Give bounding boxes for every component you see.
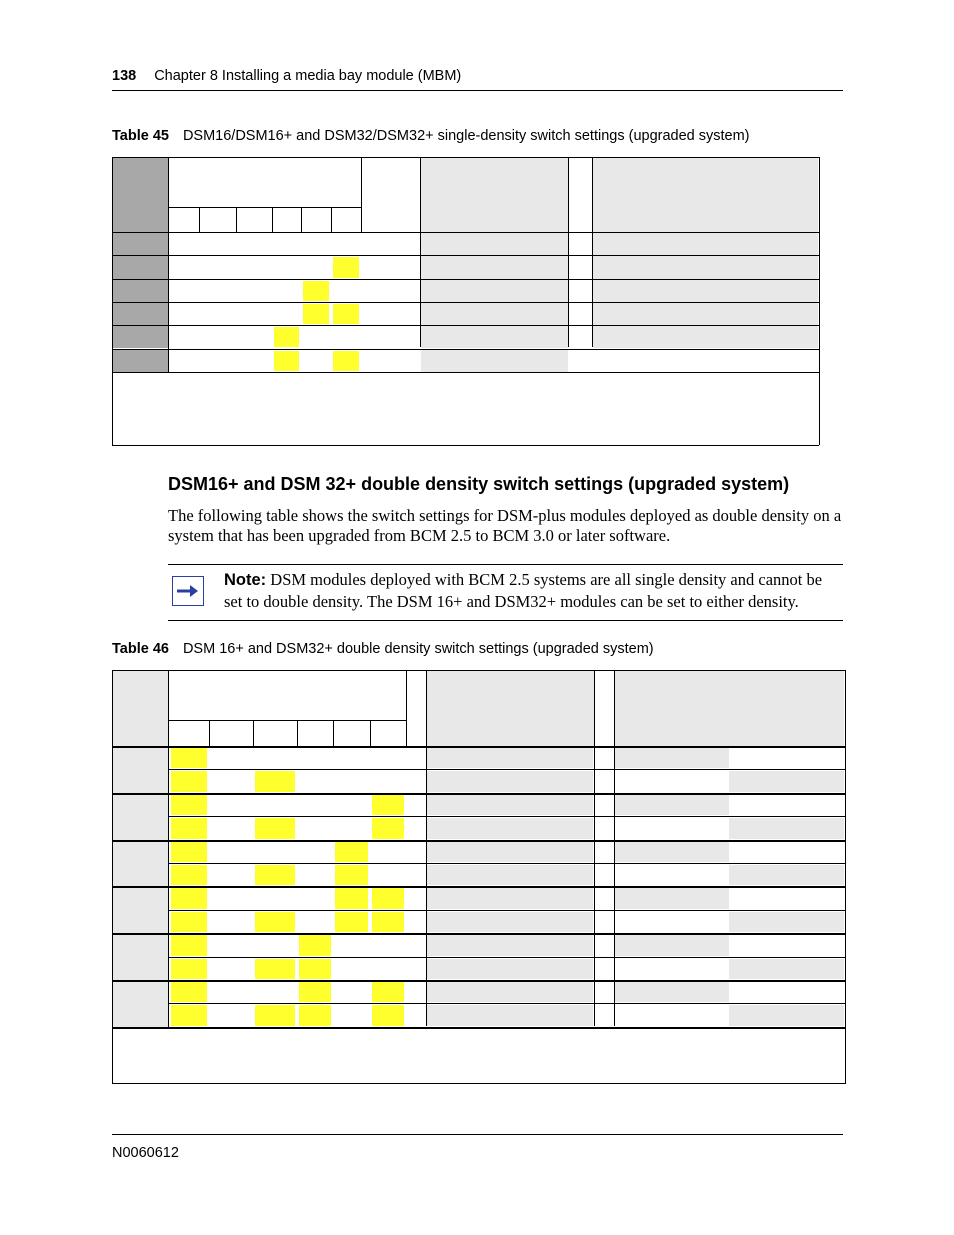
table-rule [361, 157, 362, 232]
table-rule [168, 957, 845, 958]
switch-setting-cell [331, 281, 361, 301]
table46-caption-text: DSM 16+ and DSM32+ double density switch settings (upgraded system) [182, 641, 654, 657]
ds30-cell [593, 350, 818, 372]
ab-marker [407, 911, 426, 933]
table-rule [272, 207, 273, 232]
switch-setting-cell [253, 795, 297, 815]
switch-setting-cell [297, 771, 333, 791]
switch-setting-cell [372, 1005, 404, 1025]
ab-marker [595, 958, 614, 980]
switch-setting-cell [255, 912, 295, 932]
table45-header-gray [113, 158, 169, 232]
ds30-b-cell [729, 959, 844, 979]
table45-header-range [420, 158, 568, 232]
table46-header-gray [113, 671, 169, 746]
ds30-a-cell [615, 771, 729, 791]
extension-range-cell [421, 350, 568, 372]
table-rule [331, 207, 332, 232]
switch-setting-cell [209, 865, 253, 885]
ab-marker [407, 747, 426, 769]
switch-setting-cell [297, 912, 333, 932]
row-label-gray [113, 233, 168, 255]
table-rule [199, 207, 200, 232]
row-group-label [113, 842, 168, 887]
extension-range-cell [421, 233, 568, 255]
table-rule [112, 1083, 845, 1084]
switch-setting-cell [372, 912, 404, 932]
switch-setting-cell [169, 351, 199, 371]
extension-range-cell [427, 818, 593, 838]
ab-marker [595, 817, 614, 839]
switch-setting-cell [303, 281, 329, 301]
switch-setting-cell [333, 935, 370, 955]
ab-marker [407, 770, 426, 792]
ds30-a-cell [615, 842, 729, 862]
row-group-label [113, 935, 168, 980]
switch-setting-cell [209, 795, 253, 815]
switch-setting-cell [253, 888, 297, 908]
extension-range-cell [427, 1005, 593, 1025]
switch-setting-cell [209, 771, 253, 791]
table-rule [819, 157, 820, 445]
ds30-a-cell [615, 959, 729, 979]
switch-setting-cell [301, 327, 331, 347]
switch-setting-cell [335, 888, 368, 908]
switch-setting-cell [333, 795, 370, 815]
switch-setting-cell [199, 327, 236, 347]
table46-header-ds30 [614, 671, 844, 746]
table-rule [168, 863, 845, 864]
note-bottom-rule [168, 620, 843, 621]
page-header [112, 68, 461, 84]
switch-setting-cell [255, 1005, 295, 1025]
switch-setting-cell [299, 982, 331, 1002]
table46-footnote [117, 1026, 842, 1060]
table-rule [168, 207, 361, 208]
ds30-a-cell [615, 865, 729, 885]
switch-setting-cell [335, 912, 368, 932]
ab-marker [407, 841, 426, 863]
table-rule [112, 445, 819, 446]
table-rule [168, 232, 169, 372]
ab-marker [595, 770, 614, 792]
table46-caption [112, 641, 654, 657]
table-rule [168, 910, 845, 911]
extension-range-cell [421, 326, 568, 348]
switch-setting-cell [297, 795, 333, 815]
row-label-gray [113, 280, 168, 302]
switch-setting-cell [169, 304, 199, 324]
switch-setting-cell [236, 257, 272, 277]
switch-setting-cell [171, 795, 207, 815]
note-text [224, 569, 844, 612]
switch-setting-cell [301, 257, 331, 277]
switch-setting-cell [171, 982, 207, 1002]
table-rule [168, 670, 169, 746]
table-rule [168, 769, 845, 770]
note-label: Note: [224, 571, 267, 589]
table45-caption [112, 128, 750, 144]
switch-setting-cell [274, 351, 299, 371]
ds30-b-cell [729, 842, 844, 862]
switch-setting-cell [297, 842, 333, 862]
switch-setting-cell [333, 771, 370, 791]
switch-setting-cell [255, 771, 295, 791]
ab-marker [595, 934, 614, 956]
switch-setting-cell [299, 935, 331, 955]
switch-setting-cell [255, 818, 295, 838]
switch-setting-cell [171, 842, 207, 862]
table-rule [370, 720, 371, 746]
switch-setting-cell [333, 748, 370, 768]
extension-range-cell [421, 256, 568, 278]
switch-setting-cell [372, 888, 404, 908]
ds30-b-cell [729, 888, 844, 908]
ds30-b-cell [729, 771, 844, 791]
switch-setting-cell [209, 959, 253, 979]
switch-setting-cell [171, 818, 207, 838]
ds30-b-cell [729, 795, 844, 815]
extension-range-cell [427, 865, 593, 885]
switch-setting-cell [331, 234, 361, 254]
ds30-a-cell [615, 888, 729, 908]
ds30-a-cell [615, 748, 729, 768]
switch-setting-cell [171, 865, 207, 885]
switch-setting-cell [253, 842, 297, 862]
switch-setting-cell [370, 865, 406, 885]
switch-setting-cell [253, 935, 297, 955]
extension-range-cell [427, 888, 593, 908]
section-paragraph: The following table shows the switch settings for DSM-plus modules deployed as double density on a system that has been upgraded from BCM 2.5 to BCM 3.0 or later software. [168, 506, 842, 545]
switch-setting-cell [297, 818, 333, 838]
switch-setting-cell [370, 771, 406, 791]
row-label-gray [113, 256, 168, 278]
switch-setting-cell [297, 865, 333, 885]
ab-marker [595, 887, 614, 909]
switch-setting-cell [272, 257, 301, 277]
ab-marker [407, 887, 426, 909]
ab-marker [407, 817, 426, 839]
switch-setting-cell [171, 748, 207, 768]
switch-setting-cell [255, 959, 295, 979]
note-body: DSM modules deployed with BCM 2.5 systems are all single density and cannot be set to double density. The DSM 16+ and DSM32+ modules can be set to either density. [224, 570, 823, 611]
switch-setting-cell [236, 327, 272, 347]
switch-setting-cell [199, 304, 236, 324]
switch-setting-cell [209, 842, 253, 862]
table45-footnote [117, 409, 816, 443]
switch-setting-cell [209, 1005, 253, 1025]
ab-marker [407, 794, 426, 816]
table-rule [568, 157, 569, 347]
table45-footnote [117, 373, 816, 407]
extension-range-cell [427, 842, 593, 862]
extension-range-cell [427, 935, 593, 955]
ds30-b-cell [729, 935, 844, 955]
switch-setting-cell [169, 234, 199, 254]
switch-setting-cell [253, 748, 297, 768]
table46-label: Table 46 [112, 641, 169, 657]
extension-range-cell [427, 748, 593, 768]
ab-marker [407, 864, 426, 886]
extension-range-cell [427, 982, 593, 1002]
table-rule [333, 720, 334, 746]
ab-marker [407, 1004, 426, 1026]
row-label-gray [113, 303, 168, 325]
switch-setting-cell [199, 234, 236, 254]
section-heading: DSM16+ and DSM 32+ double density switch settings (upgraded system) [168, 474, 790, 494]
switch-setting-cell [253, 982, 297, 1002]
ab-marker [595, 981, 614, 1003]
ab-marker [595, 1004, 614, 1026]
switch-setting-cell [171, 935, 207, 955]
switch-setting-cell [171, 1005, 207, 1025]
ab-marker [595, 864, 614, 886]
footer-rule [112, 1134, 843, 1135]
ds30-cell [593, 303, 818, 325]
ds30-a-cell [615, 1005, 729, 1025]
ds30-b-cell [729, 865, 844, 885]
switch-setting-cell [372, 795, 404, 815]
ds30-a-cell [615, 912, 729, 932]
switch-setting-cell [333, 818, 370, 838]
row-group-label [113, 982, 168, 1027]
arrow-right-icon [172, 576, 204, 606]
chapter-title: Chapter 8 Installing a media bay module (MBM) [154, 68, 462, 84]
switch-setting-cell [169, 327, 199, 347]
switch-setting-cell [272, 304, 301, 324]
table-rule [406, 670, 407, 746]
ds30-b-cell [729, 818, 844, 838]
extension-range-cell [427, 959, 593, 979]
row-group-label [113, 888, 168, 933]
ds30-b-cell [729, 982, 844, 1002]
switch-setting-cell [335, 842, 368, 862]
switch-setting-cell [209, 982, 253, 1002]
switch-setting-cell [370, 748, 406, 768]
switch-setting-cell [335, 865, 368, 885]
switch-setting-cell [274, 327, 299, 347]
table45-label: Table 45 [112, 128, 169, 144]
switch-setting-cell [333, 982, 370, 1002]
switch-setting-cell [272, 281, 301, 301]
switch-setting-cell [372, 818, 404, 838]
ds30-b-cell [729, 1005, 844, 1025]
ab-marker [407, 934, 426, 956]
row-group-label [113, 795, 168, 840]
switch-setting-cell [171, 959, 207, 979]
ds30-a-cell [615, 795, 729, 815]
table-rule [301, 207, 302, 232]
extension-range-cell [427, 912, 593, 932]
ab-marker [595, 911, 614, 933]
switch-setting-cell [209, 748, 253, 768]
switch-setting-cell [209, 912, 253, 932]
switch-setting-cell [370, 959, 406, 979]
ds30-a-cell [615, 818, 729, 838]
switch-setting-cell [370, 935, 406, 955]
switch-setting-cell [301, 351, 331, 371]
switch-setting-cell [171, 888, 207, 908]
table-rule [168, 816, 845, 817]
switch-setting-cell [333, 1005, 370, 1025]
row-label-gray [113, 350, 168, 372]
switch-setting-cell [209, 818, 253, 838]
switch-setting-cell [199, 257, 236, 277]
switch-setting-cell [333, 351, 359, 371]
note-top-rule [168, 564, 843, 565]
table-rule [297, 720, 298, 746]
switch-setting-cell [171, 912, 207, 932]
switch-setting-cell [297, 748, 333, 768]
table-rule [253, 720, 254, 746]
ds30-b-cell [729, 912, 844, 932]
switch-setting-cell [236, 281, 272, 301]
row-group-label [113, 748, 168, 793]
table-rule [236, 207, 237, 232]
ab-marker [595, 841, 614, 863]
ds30-a-cell [615, 982, 729, 1002]
table-rule [209, 720, 210, 746]
ab-marker [407, 958, 426, 980]
ds30-a-cell [615, 935, 729, 955]
page-number: 138 [112, 68, 137, 84]
switch-setting-cell [209, 888, 253, 908]
switch-setting-cell [303, 304, 329, 324]
switch-setting-cell [370, 842, 406, 862]
extension-range-cell [421, 303, 568, 325]
ds30-cell [593, 326, 818, 348]
ds30-cell [593, 256, 818, 278]
switch-setting-cell [255, 865, 295, 885]
switch-setting-cell [299, 1005, 331, 1025]
ds30-cell [593, 233, 818, 255]
switch-setting-cell [236, 234, 272, 254]
ab-marker [595, 747, 614, 769]
ab-marker [595, 794, 614, 816]
ds30-b-cell [729, 748, 844, 768]
switch-setting-cell [199, 351, 236, 371]
switch-setting-cell [301, 234, 331, 254]
switch-setting-cell [199, 281, 236, 301]
switch-setting-cell [297, 888, 333, 908]
switch-setting-cell [331, 327, 361, 347]
table-rule [168, 157, 169, 232]
switch-setting-cell [272, 234, 301, 254]
switch-setting-cell [171, 771, 207, 791]
switch-setting-cell [209, 935, 253, 955]
switch-setting-cell [372, 982, 404, 1002]
switch-setting-cell [169, 257, 199, 277]
switch-setting-cell [333, 304, 359, 324]
table-rule [168, 1003, 845, 1004]
table45-caption-text: DSM16/DSM16+ and DSM32/DSM32+ single-density switch settings (upgraded system) [182, 128, 750, 144]
table-rule [845, 670, 846, 1084]
extension-range-cell [427, 795, 593, 815]
header-rule [112, 90, 843, 91]
table46-footnote [117, 1062, 842, 1080]
switch-setting-cell [236, 304, 272, 324]
switch-setting-cell [299, 959, 331, 979]
switch-setting-cell [333, 257, 359, 277]
extension-range-cell [421, 280, 568, 302]
ds30-cell [593, 280, 818, 302]
table45-header-ds30 [592, 158, 818, 232]
doc-id: N0060612 [112, 1145, 179, 1161]
switch-setting-cell [236, 351, 272, 371]
table46-header-range [426, 671, 594, 746]
extension-range-cell [427, 771, 593, 791]
ab-marker [407, 981, 426, 1003]
row-label-gray [113, 326, 168, 348]
switch-setting-cell [169, 281, 199, 301]
table-rule [168, 746, 169, 1027]
switch-setting-cell [333, 959, 370, 979]
